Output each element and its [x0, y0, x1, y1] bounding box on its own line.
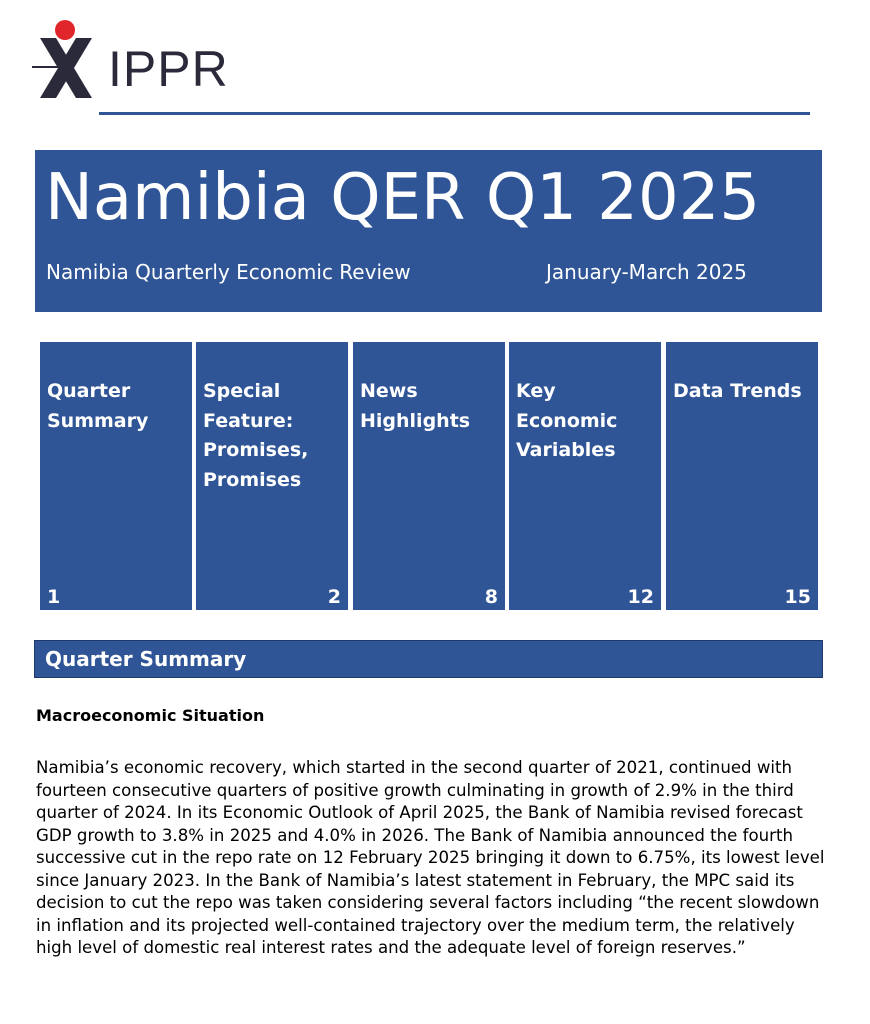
report-subtitle: Namibia Quarterly Economic Review	[46, 260, 411, 284]
toc-item-special-feature[interactable]	[196, 342, 348, 610]
logo-wordmark: IPPR	[108, 41, 229, 97]
section-title: Quarter Summary	[45, 647, 247, 671]
toc-item-page: 2	[327, 586, 341, 608]
body-paragraph: Namibia’s economic recovery, which started in the second quarter of 2021, continued with fourteen consecutive quarters of positive growth culminating in growth of 2.9% in the third quarter of 2024. In its Economic Outlook of April 2025, the Bank of Namibia revised forecast GDP growth to 3.8% in 2025 and 4.0% in 2026. The Bank of Namibia announced the fourth successive cut in the repo rate on 12 February 2025 bringing it down to 6.75%, its lowest level since January 2023. In the Bank of Namibia’s latest statement in February, the MPC said its decision to cut the repo was taken considering several factors including “the recent slowdown in inflation and its projected well-contained trajectory over the medium term, the relatively high level of domestic real interest rates and the adequate level of foreign reserves.”	[36, 758, 825, 957]
toc-item-label: Quarter Summary	[47, 380, 149, 432]
toc-item-label: Special Feature: Promises, Promises	[203, 380, 309, 491]
toc-item-label: Data Trends	[673, 380, 802, 402]
report-title: Namibia QER Q1 2025	[45, 161, 761, 235]
header-rule	[99, 112, 810, 115]
toc-item-label: News Highlights	[360, 380, 471, 432]
title-banner	[35, 150, 822, 312]
toc-item-data-trends[interactable]	[666, 342, 818, 610]
toc-item-label: Key Economic Variables	[516, 380, 618, 461]
toc-item-page: 1	[47, 586, 61, 608]
table-of-contents	[40, 342, 820, 610]
toc-item-news-highlights[interactable]	[353, 342, 505, 610]
toc-item-key-economic-variables[interactable]	[509, 342, 661, 610]
ippr-logo-mark-icon	[30, 14, 102, 102]
section-header	[35, 641, 822, 677]
toc-item-quarter-summary[interactable]	[40, 342, 192, 610]
toc-item-page: 8	[484, 586, 498, 608]
toc-item-page: 15	[784, 586, 811, 608]
toc-item-page: 12	[627, 586, 654, 608]
report-period: January-March 2025	[546, 260, 747, 284]
subheading: Macroeconomic Situation	[36, 706, 265, 725]
ippr-logo	[30, 14, 240, 104]
